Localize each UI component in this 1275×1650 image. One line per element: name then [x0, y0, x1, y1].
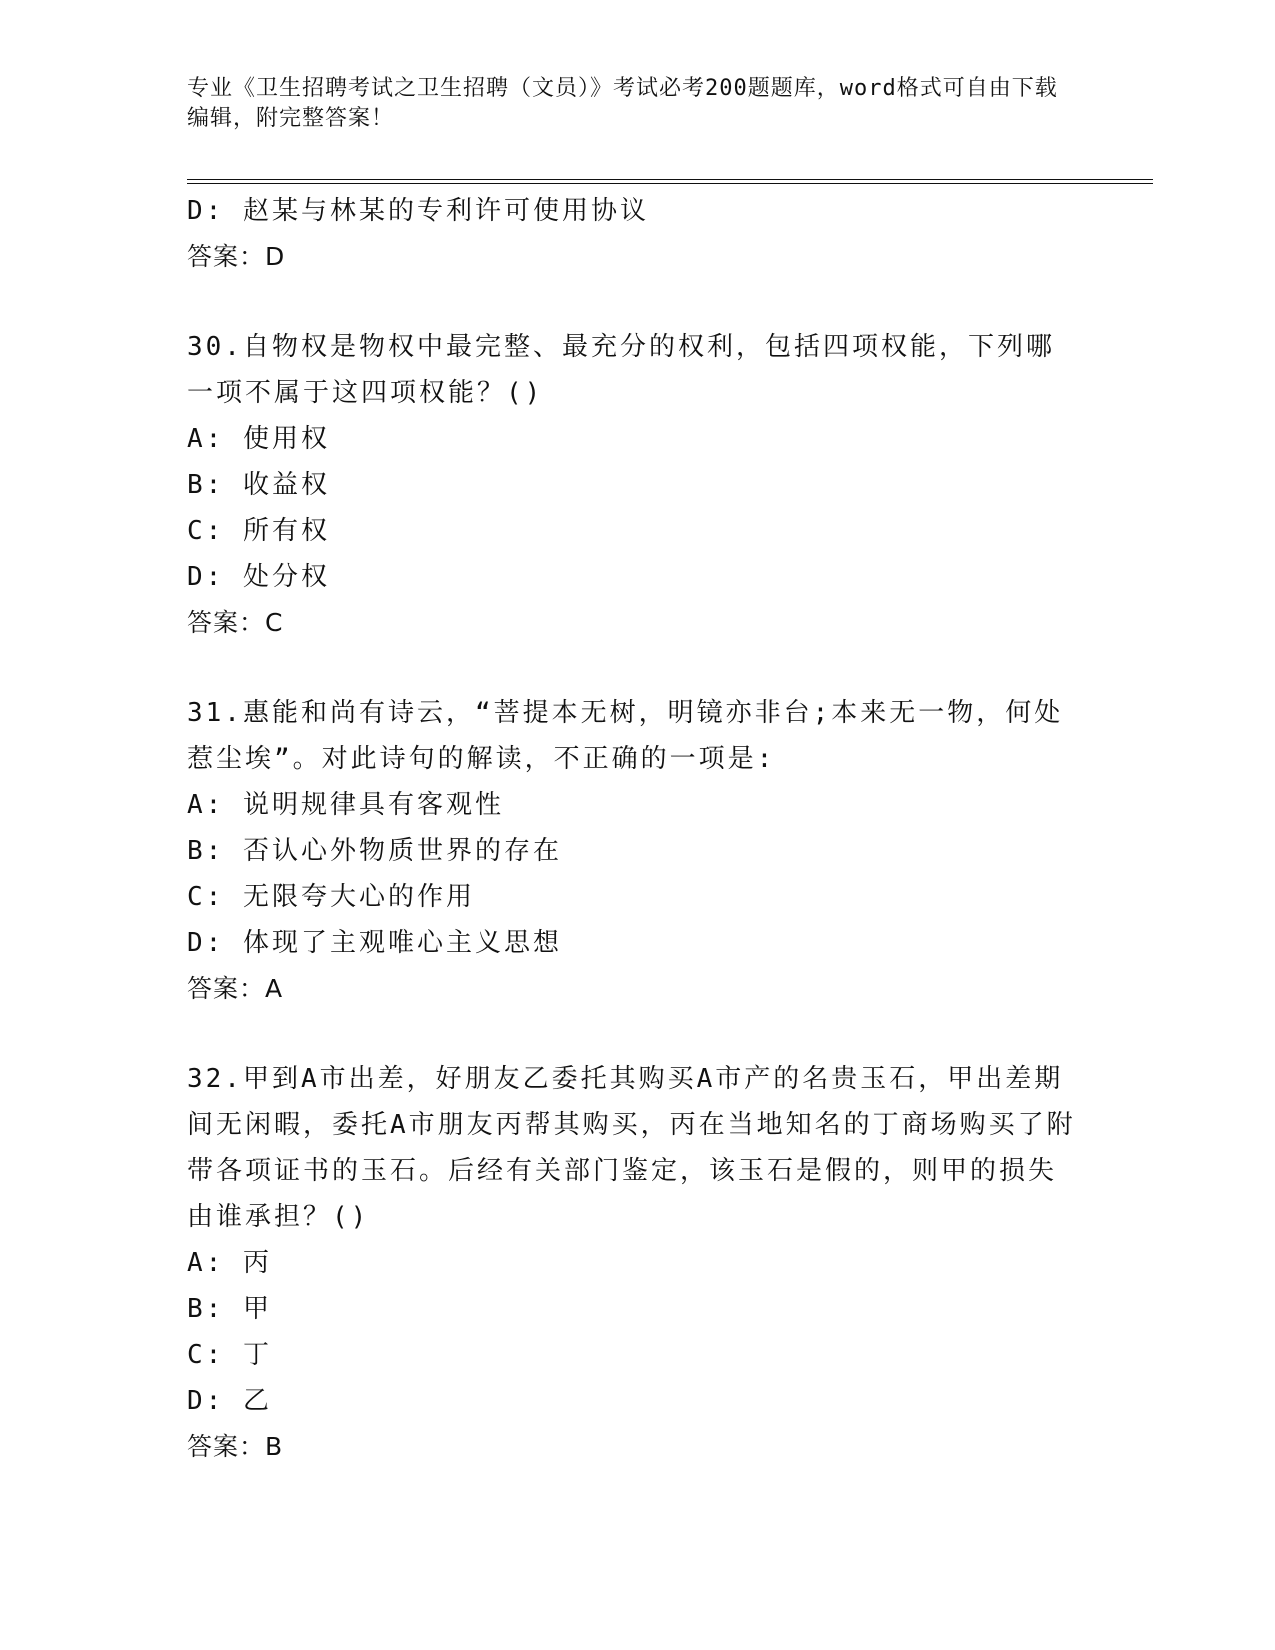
question-30	[187, 324, 1087, 646]
option-c: C: 所有权	[187, 516, 330, 546]
option-d: D: 乙	[187, 1386, 272, 1416]
prev-option-d: D: 赵某与林某的专利许可使用协议	[187, 196, 649, 226]
option-a: A: 使用权	[187, 424, 330, 454]
header-rule-top	[187, 179, 1153, 180]
option-a: A: 丙	[187, 1248, 272, 1278]
option-d: D: 处分权	[187, 562, 330, 592]
question-32	[187, 1056, 1087, 1470]
prev-answer: 答案：D	[187, 242, 286, 271]
question-stem: 30.自物权是物权中最完整、最充分的权利，包括四项权能，下列哪一项不属于这四项权能？()	[187, 332, 1055, 408]
answer: 答案：C	[187, 608, 284, 637]
answer: 答案：A	[187, 974, 284, 1003]
header-rule-bottom	[187, 183, 1153, 184]
option-c: C: 无限夸大心的作用	[187, 882, 475, 912]
option-c: C: 丁	[187, 1340, 272, 1370]
answer: 答案：B	[187, 1432, 284, 1461]
question-stem: 32.甲到A市出差，好朋友乙委托其购买A市产的名贵玉石，甲出差期间无闲暇，委托A市朋友丙帮其购买，丙在当地知名的丁商场购买了附带各项证书的玉石。后经有关部门鉴定，该玉石是假的，则甲的损失由谁承担？()	[187, 1064, 1076, 1232]
document-header: 专业《卫生招聘考试之卫生招聘（文员）》考试必考200题题库，word格式可自由下载编辑，附完整答案！	[187, 76, 1058, 131]
option-b: B: 否认心外物质世界的存在	[187, 836, 562, 866]
option-a: A: 说明规律具有客观性	[187, 790, 504, 820]
question-list	[187, 188, 1087, 1470]
option-b: B: 甲	[187, 1294, 272, 1324]
option-b: B: 收益权	[187, 470, 330, 500]
question-31	[187, 690, 1087, 1012]
option-d: D: 体现了主观唯心主义思想	[187, 928, 562, 958]
question-stem: 31.惠能和尚有诗云，“菩提本无树，明镜亦非台;本来无一物，何处惹尘埃”。对此诗句的解读，不正确的一项是:	[187, 698, 1064, 774]
